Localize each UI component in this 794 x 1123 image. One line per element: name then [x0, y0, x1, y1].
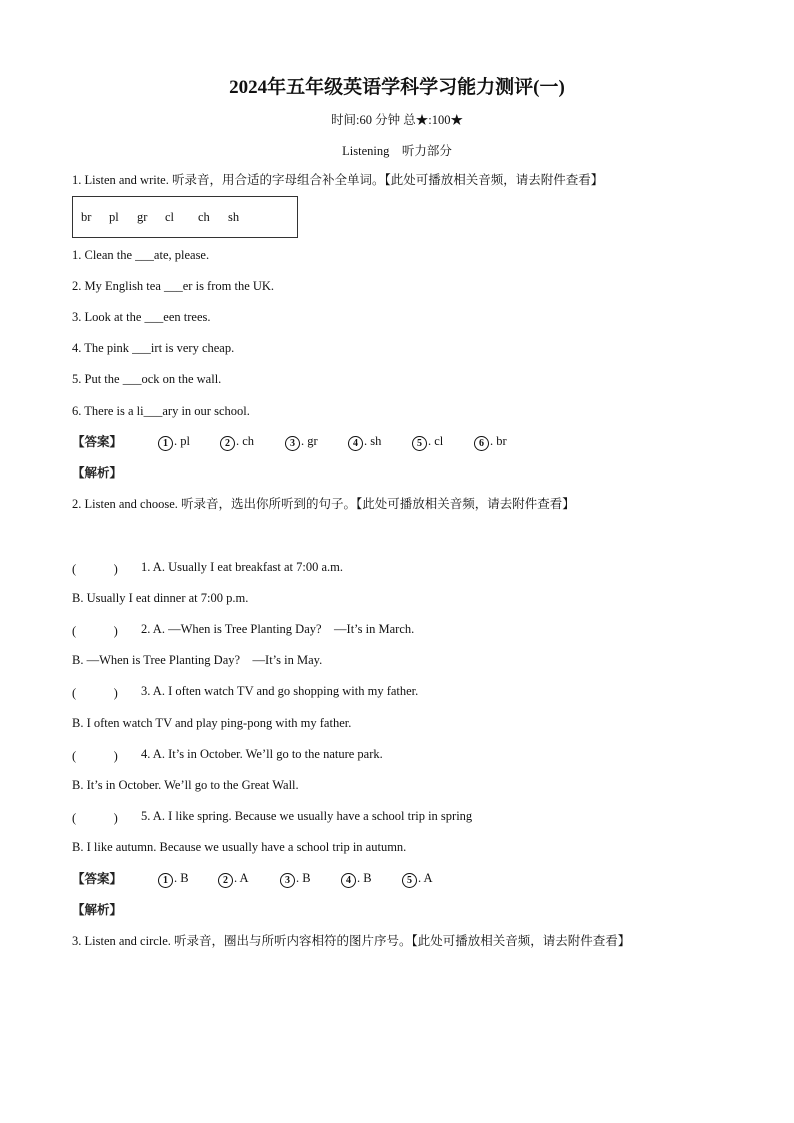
q1-item: 3. Look at the ___een trees.	[72, 310, 211, 324]
q2-answer: 4 . B	[341, 871, 372, 888]
q2-answer: 3 . B	[280, 871, 311, 888]
q2-answer-label: 【答案】	[72, 872, 123, 886]
q2-option-a: 5. A. I like spring. Because we usually have a school trip in spring	[141, 809, 473, 823]
q1-answer: 3 . gr	[285, 434, 318, 451]
q1-option: sh	[228, 210, 240, 224]
q2-option-a: 4. A. It’s in October. We’ll go to the nature park.	[141, 747, 383, 761]
exam-meta: 时间:60 分钟 总★:100★	[331, 113, 463, 127]
q2-option-a: 2. A. —When is Tree Planting Day? —It’s in March.	[141, 622, 415, 636]
section-heading: Listening 听力部分	[342, 144, 452, 158]
q1-instruction: 1. Listen and write. 听录音，用合适的字母组合补全单词。【此处可播放相关音频，请去附件查看】	[72, 173, 604, 187]
q2-answer: 1 . B	[158, 871, 189, 888]
q1-answer-label: 【答案】	[72, 435, 123, 449]
q1-option: gr	[137, 210, 148, 224]
q1-item: 6. There is a li___ary in our school.	[72, 404, 250, 418]
q1-item: 5. Put the ___ock on the wall.	[72, 372, 222, 386]
q2-option-b: B. —When is Tree Planting Day? —It’s in May.	[72, 653, 323, 667]
q1-option: pl	[109, 210, 119, 224]
answer-blank: ( )	[72, 562, 118, 576]
q2-option-a: 1. A. Usually I eat breakfast at 7:00 a.m.	[141, 560, 344, 574]
q1-analysis-label: 【解析】	[72, 466, 123, 480]
answer-blank: ( )	[72, 686, 118, 700]
q2-option-b: B. I like autumn. Because we usually have a school trip in autumn.	[72, 840, 407, 854]
q1-option-box	[72, 196, 298, 238]
q2-option-b: B. Usually I eat dinner at 7:00 p.m.	[72, 591, 249, 605]
q1-answer: 5 . cl	[412, 434, 443, 451]
q2-instruction: 2. Listen and choose. 听录音，选出你所听到的句子。【此处可播放相关音频，请去附件查看】	[72, 497, 575, 511]
q1-item: 4. The pink ___irt is very cheap.	[72, 341, 235, 355]
q2-analysis-label: 【解析】	[72, 903, 123, 917]
q1-item: 1. Clean the ___ate, please.	[72, 248, 210, 262]
q2-answer: 2 . A	[218, 871, 249, 888]
q1-answer: 6 . br	[474, 434, 507, 451]
q1-item: 2. My English tea ___er is from the UK.	[72, 279, 275, 293]
q2-option-a: 3. A. I often watch TV and go shopping with my father.	[141, 684, 419, 698]
answer-blank: ( )	[72, 811, 118, 825]
q2-option-b: B. I often watch TV and play ping-pong with my father.	[72, 716, 352, 730]
q1-option: ch	[198, 210, 210, 224]
answer-blank: ( )	[72, 749, 118, 763]
answer-blank: ( )	[72, 624, 118, 638]
q1-option: br	[81, 210, 92, 224]
page-title: 2024年五年级英语学科学习能力测评(一)	[229, 77, 565, 98]
q2-option-b: B. It’s in October. We’ll go to the Great Wall.	[72, 778, 299, 792]
q1-answer: 1 . pl	[158, 434, 190, 451]
q2-answer: 5 . A	[402, 871, 433, 888]
q1-option: cl	[165, 210, 175, 224]
q3-instruction: 3. Listen and circle. 听录音，圈出与所听内容相符的图片序号。【此处可播放相关音频，请去附件查看】	[72, 934, 631, 948]
q1-answer: 4 . sh	[348, 434, 381, 451]
q1-answer: 2 . ch	[220, 434, 254, 451]
